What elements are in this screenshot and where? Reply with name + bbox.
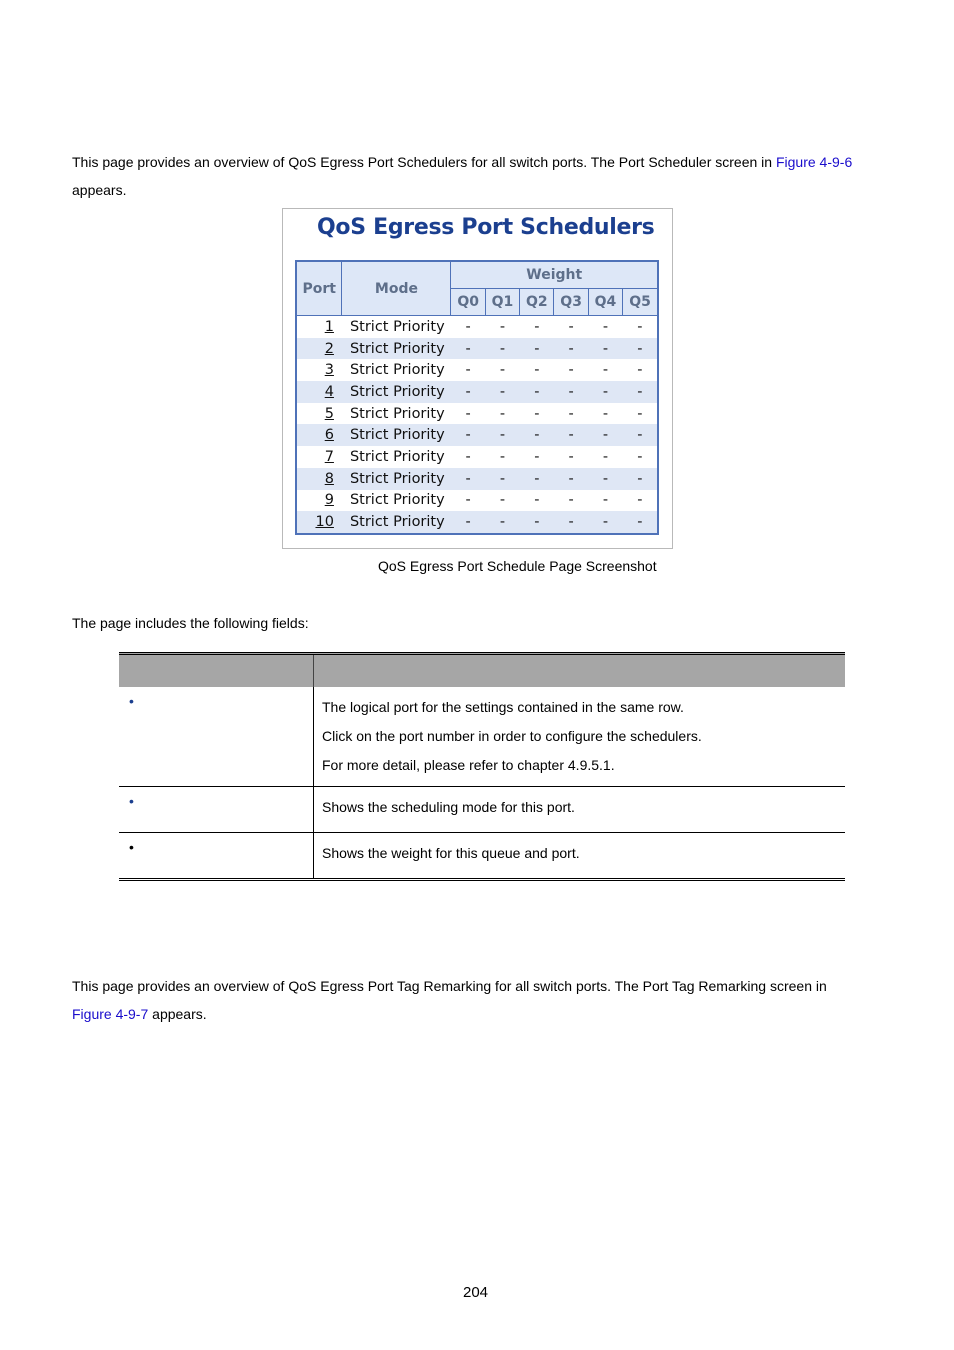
bullet-icon: • bbox=[129, 839, 134, 855]
port-link[interactable]: 7 bbox=[324, 448, 334, 465]
field-desc-line: The logical port for the settings contained in the same row. bbox=[322, 699, 684, 715]
scheduler-row bbox=[296, 468, 658, 490]
field-row-weight bbox=[119, 833, 845, 878]
weight-cell: - bbox=[554, 468, 588, 490]
weight-cell: - bbox=[485, 468, 519, 490]
weight-cell: - bbox=[602, 362, 609, 379]
weight-cell: - bbox=[637, 492, 643, 509]
queue-header-q0: Q0 bbox=[451, 289, 485, 316]
weight-cell: - bbox=[554, 511, 588, 534]
figure-caption: QoS Egress Port Schedule Page Screenshot bbox=[378, 558, 657, 574]
port-link[interactable]: 1 bbox=[324, 318, 334, 335]
weight-cell: - bbox=[637, 318, 643, 335]
field-desc-line: Shows the scheduling mode for this port. bbox=[322, 799, 575, 815]
screenshot-title: QoS Egress Port Schedulers bbox=[317, 215, 655, 240]
weight-header: Weight bbox=[451, 261, 658, 289]
weight-cell: - bbox=[499, 362, 506, 379]
mode-cell: Strict Priority bbox=[349, 448, 445, 465]
scheduler-row bbox=[296, 316, 658, 338]
weight-cell: - bbox=[568, 362, 574, 379]
weight-cell: - bbox=[623, 511, 658, 534]
port-link[interactable]: 4 bbox=[324, 383, 334, 400]
weight-cell: - bbox=[534, 492, 540, 509]
weight-cell: - bbox=[451, 424, 485, 446]
weight-cell: - bbox=[534, 405, 540, 422]
port-link[interactable]: 6 bbox=[324, 427, 334, 444]
field-desc-line: Click on the port number in order to configure the schedulers. bbox=[322, 728, 702, 744]
weight-cell: - bbox=[568, 492, 574, 509]
weight-cell: - bbox=[588, 338, 622, 360]
bullet-icon: • bbox=[129, 793, 134, 809]
weight-cell: - bbox=[520, 468, 554, 490]
weight-cell: - bbox=[465, 448, 471, 465]
weight-cell: - bbox=[534, 362, 540, 379]
port-link[interactable]: 3 bbox=[324, 362, 334, 379]
scheduler-row bbox=[296, 446, 658, 468]
weight-cell: - bbox=[451, 511, 485, 534]
intro-text: This page provides an overview of QoS Egress Port Schedulers for all switch ports. The Port Scheduler screen in bbox=[72, 154, 776, 170]
weight-cell: - bbox=[623, 338, 658, 360]
fields-intro: The page includes the following fields: bbox=[72, 615, 309, 631]
weight-cell: - bbox=[602, 492, 609, 509]
weight-cell: - bbox=[568, 318, 574, 335]
weight-cell: - bbox=[568, 405, 574, 422]
weight-cell: - bbox=[465, 405, 471, 422]
queue-header-q4: Q4 bbox=[588, 289, 622, 316]
weight-cell: - bbox=[588, 511, 622, 534]
bullet-icon: • bbox=[129, 693, 134, 709]
weight-cell: - bbox=[520, 511, 554, 534]
port-link[interactable]: 9 bbox=[324, 492, 334, 509]
mode-cell: Strict Priority bbox=[342, 511, 451, 534]
weight-cell: - bbox=[465, 492, 471, 509]
weight-cell: - bbox=[602, 448, 609, 465]
weight-cell: - bbox=[499, 318, 506, 335]
mode-cell: Strict Priority bbox=[342, 468, 451, 490]
page-number: 204 bbox=[463, 1284, 489, 1301]
field-desc-line: For more detail, please refer to chapter 4.9.5.1. bbox=[322, 757, 615, 773]
weight-cell: - bbox=[602, 318, 609, 335]
tag-remarking-paragraph bbox=[72, 972, 882, 1028]
scheduler-row bbox=[296, 381, 658, 403]
weight-cell: - bbox=[623, 468, 658, 490]
scheduler-row bbox=[296, 490, 658, 512]
intro2-tail: appears. bbox=[148, 1006, 207, 1022]
scheduler-row bbox=[296, 359, 658, 381]
weight-cell: - bbox=[637, 405, 643, 422]
intro-tail: appears. bbox=[72, 182, 127, 198]
weight-cell: - bbox=[485, 424, 519, 446]
fields-table-header bbox=[119, 652, 845, 687]
intro2-text: This page provides an overview of QoS Egress Port Tag Remarking for all switch ports. The Port Tag Remarking screen in bbox=[72, 978, 827, 994]
weight-cell: - bbox=[451, 468, 485, 490]
mode-cell: Strict Priority bbox=[349, 318, 445, 335]
weight-cell: - bbox=[485, 511, 519, 534]
mode-cell: Strict Priority bbox=[342, 338, 451, 360]
scheduler-row bbox=[296, 424, 658, 446]
weight-cell: - bbox=[623, 424, 658, 446]
weight-cell: - bbox=[588, 381, 622, 403]
scheduler-row bbox=[296, 338, 658, 360]
weight-cell: - bbox=[520, 338, 554, 360]
weight-cell: - bbox=[465, 362, 471, 379]
weight-cell: - bbox=[520, 381, 554, 403]
weight-cell: - bbox=[588, 468, 622, 490]
weight-cell: - bbox=[485, 338, 519, 360]
figure-link-4-9-6[interactable]: Figure 4-9-6 bbox=[775, 154, 853, 170]
weight-cell: - bbox=[554, 424, 588, 446]
scheduler-row bbox=[296, 511, 658, 534]
port-link[interactable]: 10 bbox=[315, 514, 334, 531]
weight-cell: - bbox=[485, 381, 519, 403]
weight-cell: - bbox=[520, 424, 554, 446]
intro-paragraph bbox=[72, 148, 882, 204]
port-link[interactable]: 5 bbox=[324, 405, 334, 422]
fields-table bbox=[119, 652, 845, 881]
screenshot-figure bbox=[282, 208, 673, 549]
field-row-port bbox=[119, 687, 845, 787]
scheduler-row bbox=[296, 403, 658, 425]
weight-cell: - bbox=[623, 381, 658, 403]
port-link[interactable]: 2 bbox=[324, 340, 334, 357]
queue-header-q1: Q1 bbox=[485, 289, 519, 316]
weight-cell: - bbox=[554, 338, 588, 360]
figure-link-4-9-7[interactable]: Figure 4-9-7 bbox=[72, 1006, 149, 1022]
weight-cell: - bbox=[534, 318, 540, 335]
weight-cell: - bbox=[588, 424, 622, 446]
queue-header-q5: Q5 bbox=[623, 289, 658, 316]
weight-cell: - bbox=[499, 448, 506, 465]
mode-cell: Strict Priority bbox=[349, 492, 445, 509]
mode-cell: Strict Priority bbox=[342, 381, 451, 403]
weight-cell: - bbox=[637, 362, 643, 379]
mode-cell: Strict Priority bbox=[349, 405, 445, 422]
mode-cell: Strict Priority bbox=[342, 424, 451, 446]
field-desc-line: Shows the weight for this queue and port. bbox=[322, 845, 580, 861]
port-link[interactable]: 8 bbox=[324, 470, 334, 487]
weight-cell: - bbox=[451, 381, 485, 403]
queue-header-q2: Q2 bbox=[520, 289, 554, 316]
weight-cell: - bbox=[534, 448, 540, 465]
mode-header: Mode bbox=[342, 261, 451, 316]
queue-header-q3: Q3 bbox=[554, 289, 588, 316]
weight-cell: - bbox=[451, 338, 485, 360]
weight-cell: - bbox=[568, 448, 574, 465]
weight-cell: - bbox=[637, 448, 643, 465]
field-row-mode bbox=[119, 787, 845, 833]
weight-cell: - bbox=[554, 381, 588, 403]
weight-cell: - bbox=[602, 405, 609, 422]
mode-cell: Strict Priority bbox=[349, 362, 445, 379]
weight-cell: - bbox=[465, 318, 471, 335]
scheduler-table bbox=[295, 260, 659, 535]
port-header: Port bbox=[296, 261, 342, 316]
weight-cell: - bbox=[499, 405, 506, 422]
weight-cell: - bbox=[499, 492, 506, 509]
